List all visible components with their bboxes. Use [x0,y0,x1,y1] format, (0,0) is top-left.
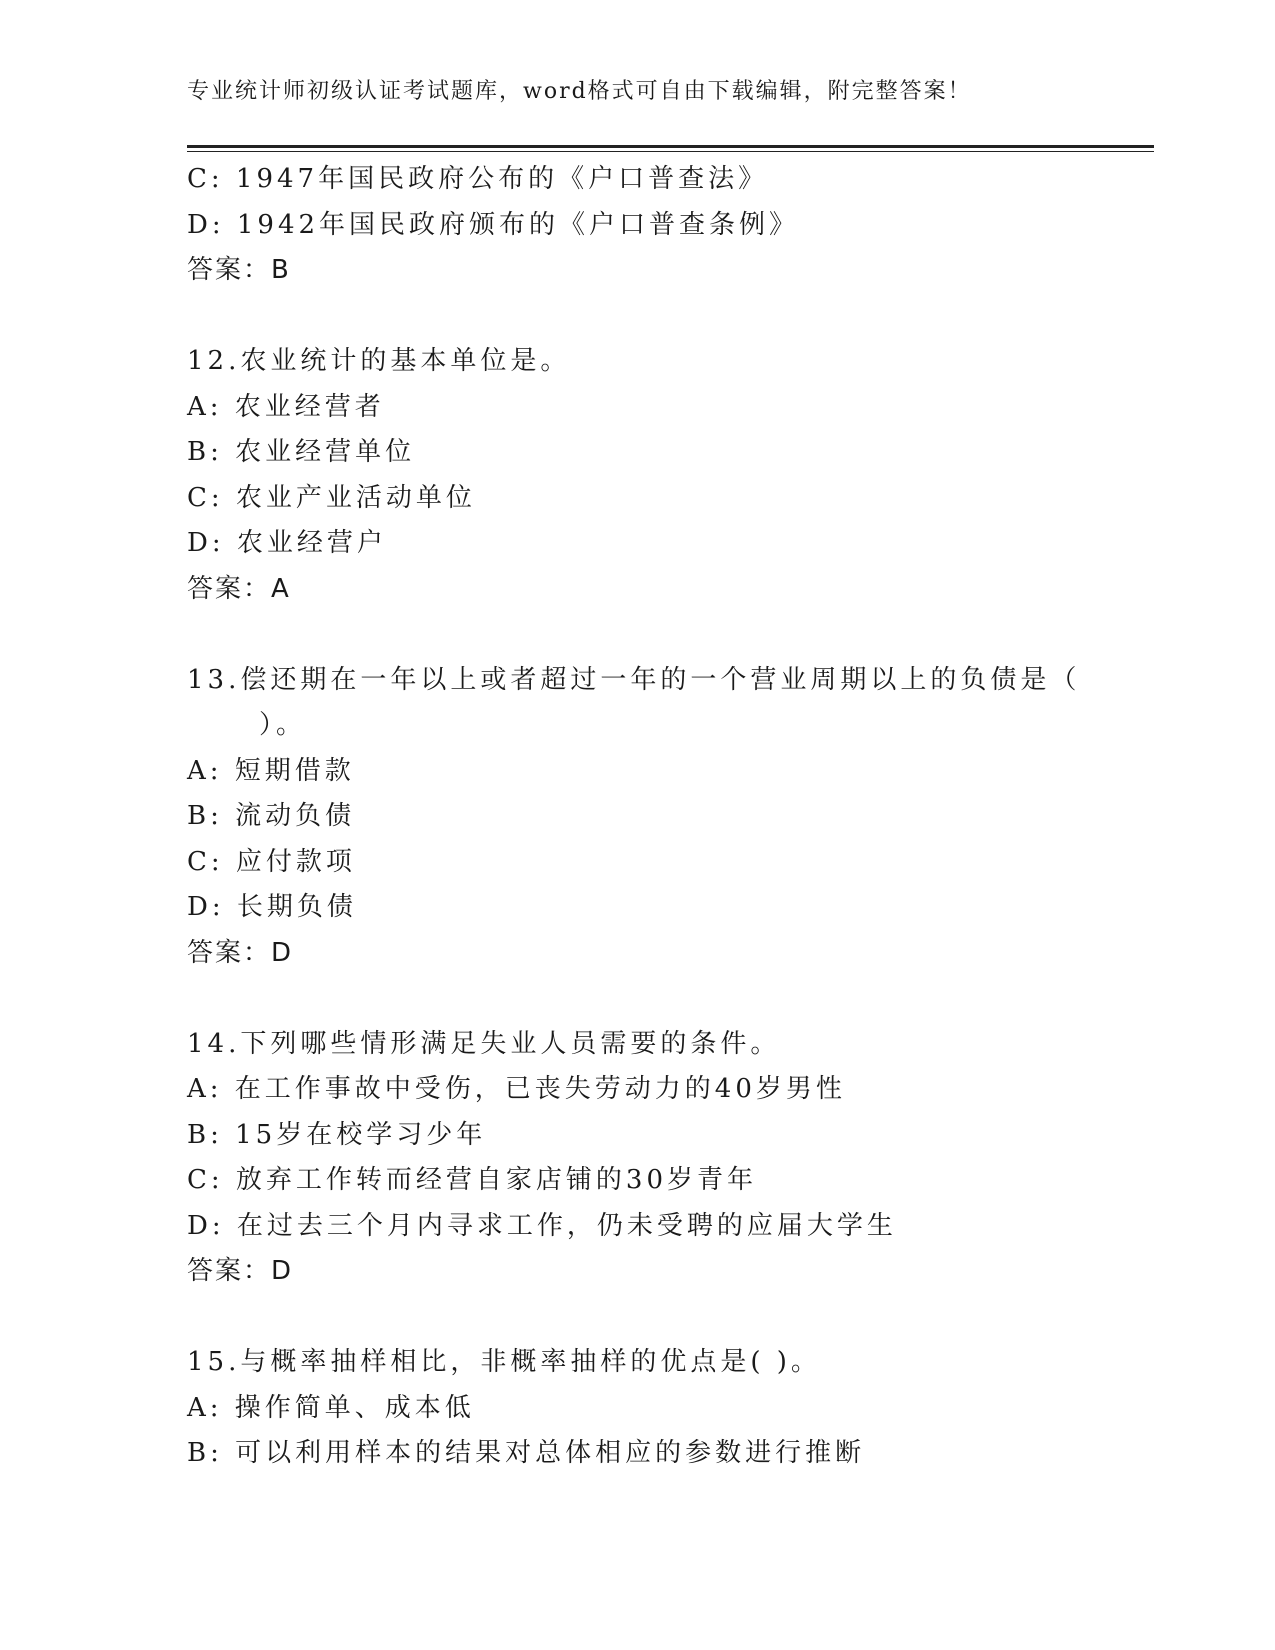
header-rule-thin [187,151,1154,152]
page-header: 专业统计师初级认证考试题库，word格式可自由下载编辑，附完整答案！ [187,79,972,104]
option-a: A: 在工作事故中受伤，已丧失劳动力的40岁男性 [187,1074,846,1104]
option-d: D: 农业经营户 [187,528,387,558]
answer: 答案：A [187,573,291,604]
option-b: B: 可以利用样本的结果对总体相应的参数进行推断 [187,1438,866,1468]
option-a: A: 操作简单、成本低 [187,1392,475,1423]
question-text: 14.下列哪些情形满足失业人员需要的条件。 [187,1028,781,1059]
question-block-13 [187,658,1081,977]
option-d: D: 在过去三个月内寻求工作，仍未受聘的应届大学生 [187,1210,897,1241]
question-block-14 [187,1022,1067,1295]
answer: 答案：B [187,255,291,285]
question-text: 15.与概率抽样相比，非概率抽样的优点是( )。 [187,1347,821,1377]
question-text: 12.农业统计的基本单位是。 [187,346,571,376]
option-c: C: 放弃工作转而经营自家店铺的30岁青年 [187,1165,758,1195]
question-text-continued: ）。 [259,710,307,740]
option-b: B: 农业经营单位 [187,437,416,467]
question-block-11 [187,157,1067,294]
answer: 答案：D [187,1256,294,1286]
option-c: C: 农业产业活动单位 [187,482,476,513]
option-a: A: 短期借款 [187,755,355,786]
option-d: D: 1942年国民政府颁布的《户口普查条例》 [187,209,800,240]
option-a: A: 农业经营者 [187,391,385,422]
option-c: C: 应付款项 [187,846,356,877]
option-b: B: 15岁在校学习少年 [187,1119,487,1150]
document-body [187,157,1081,1477]
question-block-15 [187,1340,1067,1477]
option-d: D: 长期负债 [187,892,357,922]
question-block-12 [187,339,1067,612]
question-text: 13.偿还期在一年以上或者超过一年的一个营业周期以上的负债是（ [187,664,1081,695]
answer: 答案：D [187,937,294,968]
option-c: C: 1947年国民政府公布的《户口普查法》 [187,164,769,194]
header-rule-thick [187,145,1154,148]
option-b: B: 流动负债 [187,801,356,831]
